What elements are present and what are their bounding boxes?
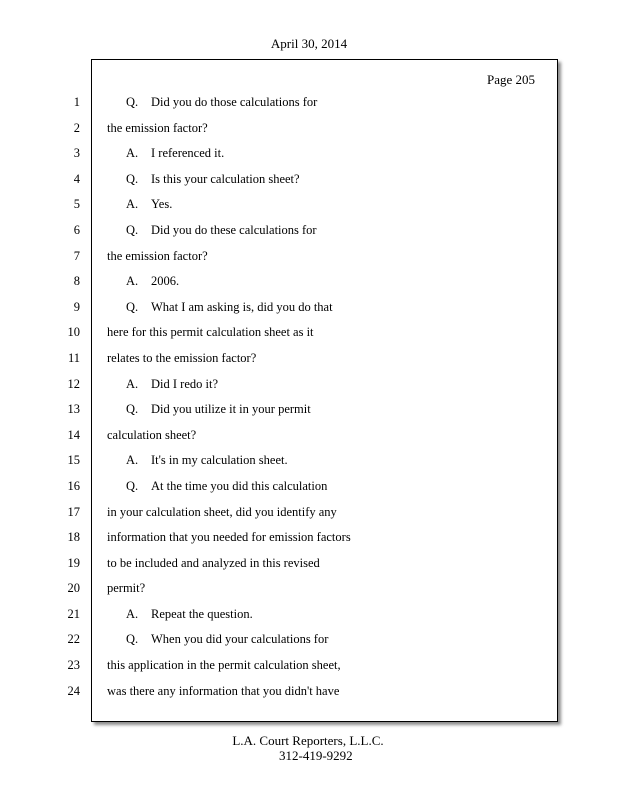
transcript-line [107,451,547,477]
speaker-marker: Q. [126,299,139,314]
speaker-marker: A. [126,197,139,212]
transcript-line [107,656,547,682]
line-text: here for this permit calculation sheet as it [107,325,314,340]
line-number: 11 [67,350,80,365]
speaker-marker: Q. [126,402,139,417]
line-number: 13 [67,402,80,417]
line-text: calculation sheet? [107,427,197,442]
line-text: What I am asking is, did you do that [151,299,333,314]
line-number: 9 [73,299,80,314]
transcript-line [107,323,547,349]
transcript-line [107,119,547,145]
line-text: in your calculation sheet, did you identify any [107,504,337,519]
line-number: 3 [73,146,80,161]
speaker-marker: A. [126,274,139,289]
line-number: 10 [67,325,80,340]
footer-phone: 312-419-9292 [279,748,353,763]
transcript-line [107,630,547,656]
line-text: Yes. [151,197,173,212]
line-text: this application in the permit calculation sheet, [107,658,341,673]
line-text: Is this your calculation sheet? [151,171,300,186]
transcript-line [107,221,547,247]
line-number: 17 [67,504,80,519]
speaker-marker: Q. [126,478,139,493]
line-text: Did I redo it? [151,376,218,391]
transcript-line [107,477,547,503]
line-text: 2006. [151,274,180,289]
transcript-line [107,400,547,426]
line-number: 21 [67,606,80,621]
line-number: 16 [67,478,80,493]
line-text: the emission factor? [107,248,208,263]
line-text: permit? [107,581,146,596]
line-text: the emission factor? [107,120,208,135]
speaker-marker: Q. [126,632,139,647]
transcript-line [107,682,547,708]
line-text: information that you needed for emission factors [107,530,351,545]
speaker-marker: A. [126,606,139,621]
transcript-line [107,605,547,631]
footer-company: L.A. Court Reporters, L.L.C. [232,733,384,748]
line-number: 2 [73,120,80,135]
transcript-line [107,272,547,298]
line-text: relates to the emission factor? [107,350,257,365]
speaker-marker: A. [126,453,139,468]
line-text: Did you do these calculations for [151,222,317,237]
transcript-line [107,426,547,452]
transcript-line [107,298,547,324]
transcript-line [107,170,547,196]
line-number: 7 [73,248,80,263]
line-text: Did you utilize it in your permit [151,402,311,417]
transcript-line [107,503,547,529]
line-text: Did you do those calculations for [151,95,318,109]
line-number: 23 [67,658,80,673]
line-number: 4 [73,171,80,186]
transcript-line [107,247,547,273]
speaker-marker: A. [126,146,139,161]
line-number: 18 [67,530,80,545]
transcript-line [107,528,547,554]
transcript-line [107,375,547,401]
speaker-marker: Q. [126,222,139,237]
line-number: 8 [73,274,80,289]
line-number-column [40,93,80,707]
transcript-line [107,579,547,605]
speaker-marker: Q. [126,171,139,186]
footer [0,733,618,763]
speaker-marker: A. [126,376,139,391]
line-text: I referenced it. [151,146,225,161]
line-number: 24 [67,683,80,698]
line-text: Repeat the question. [151,606,253,621]
header-date: April 30, 2014 [270,36,348,51]
transcript-body [107,93,547,707]
line-number: 1 [73,95,80,109]
line-number: 19 [67,555,80,570]
speaker-marker: Q. [126,95,139,109]
line-text: When you did your calculations for [151,632,329,647]
transcript-line [107,554,547,580]
line-text: It's in my calculation sheet. [151,453,288,468]
line-number: 15 [67,453,80,468]
line-number: 14 [67,427,80,442]
page-number: Page 205 [486,72,535,87]
line-number: 22 [67,632,80,647]
line-number: 12 [67,376,80,391]
transcript-line [107,195,547,221]
line-text: At the time you did this calculation [151,478,328,493]
transcript-line [107,349,547,375]
transcript-line [107,93,547,119]
line-text: was there any information that you didn't have [107,683,340,698]
transcript-line [107,144,547,170]
line-number: 20 [67,581,80,596]
line-text: to be included and analyzed in this revised [107,555,320,570]
line-number: 5 [73,197,80,212]
line-number: 6 [73,222,80,237]
